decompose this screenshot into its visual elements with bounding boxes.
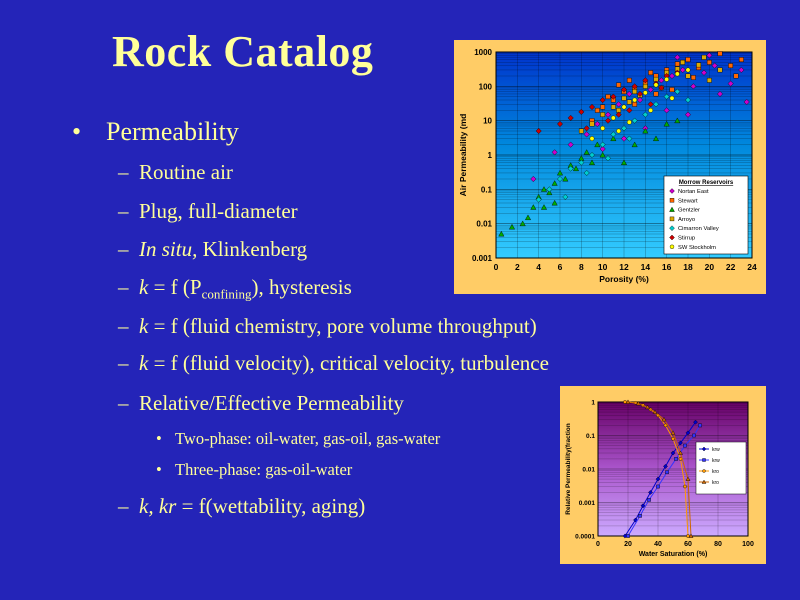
y-tick-label: 0.1 [585,433,595,440]
bullet-item-routine-air: Routine air [139,160,233,184]
slide-title: Rock Catalog [112,27,374,76]
data-point [686,57,690,61]
legend-label: kro [712,480,719,486]
x-tick-label: 20 [704,262,715,272]
dash-marker: – [118,275,129,299]
data-point [632,89,636,93]
confining-subscript: confining [201,286,252,302]
data-point [670,87,674,91]
legend-label: Nortan East [678,189,709,195]
x-tick-label: 20 [624,541,632,548]
data-point [600,105,604,109]
y-tick-label: 1 [487,151,492,160]
dash-marker: – [118,351,129,375]
data-point [683,485,686,488]
y-tick-label: 0.1 [480,185,492,195]
data-point [675,62,679,66]
x-axis-label: Porosity (%) [599,274,649,284]
data-point [686,68,690,72]
data-point [632,98,636,102]
x-tick-label: 22 [725,262,736,272]
data-point [600,112,604,116]
x-tick-label: 60 [684,541,692,548]
data-point [739,57,743,61]
bullet-item-k-kr [139,494,365,519]
data-point [648,70,652,74]
y-tick-label: 0.001 [471,254,492,263]
data-point [664,424,667,427]
bullet-item-plug: Plug, full-diameter [139,199,298,223]
x-tick-label: 2 [514,262,520,272]
legend-marker [703,470,706,473]
data-point [680,60,684,64]
bullet-marker: • [156,429,162,448]
dash-marker: – [118,237,129,261]
bullet-item-two-phase: Two-phase: oil-water, gas-oil, gas-water [175,429,441,448]
k-kr-rest: = f(wettability, aging) [176,494,366,518]
data-point [622,96,626,100]
relative-permeability-chart-panel [560,386,766,564]
data-point [643,91,647,95]
data-point [734,74,738,78]
porosity-permeability-chart-panel [454,40,766,294]
data-point [627,78,631,82]
k-symbol: k [139,275,149,299]
data-point [648,108,652,112]
data-point [654,83,658,87]
x-tick-label: 12 [619,262,629,272]
legend-label: krw [712,447,720,453]
y-axis-label: Relative Permeability(fraction [565,423,572,515]
y-tick-label: 1 [591,399,595,407]
data-point [718,51,722,55]
data-point [665,471,668,474]
y-tick-label: 10 [483,116,492,126]
y-tick-label: 0.001 [578,500,595,507]
x-tick-label: 10 [597,262,608,272]
bullet-marker: • [156,460,162,479]
x-tick-label: 100 [742,541,754,548]
data-point [707,60,711,64]
data-point [683,444,686,447]
k-symbol: k [139,314,149,338]
y-tick-label: 0.01 [582,466,595,474]
bullet-item-relative-permeability: Relative/Effective Permeability [139,391,404,415]
legend-label: krw [712,458,720,464]
legend-label: Arroyo [678,216,696,223]
dash-marker: – [118,494,129,518]
k-eq: = f (P [148,275,202,299]
y-tick-label: 100 [478,82,492,92]
x-tick-label: 0 [493,262,499,272]
data-point [616,129,620,133]
in-situ-italic: In situ, [139,237,198,261]
data-point [643,84,647,88]
legend-marker [670,198,674,202]
legend-label: Stirrup [678,235,696,242]
k-kr-symbol: k, kr [139,494,177,518]
x-tick-label: 80 [714,541,722,548]
data-point [670,96,674,100]
data-point [611,116,615,120]
legend-marker [670,245,674,249]
data-point [718,68,722,72]
data-point [626,534,629,537]
data-point [691,75,695,79]
y-tick-label: 0.01 [476,219,492,229]
k-rest: = f (fluid velocity), critical velocity, turbulence [148,351,549,375]
data-point [671,437,674,440]
x-tick-label: 8 [578,262,584,272]
legend-label: SW Stockholm [678,244,717,251]
legend-box [664,176,748,254]
data-point [696,63,700,67]
data-point [686,74,690,78]
k-tail: ), hysteresis [251,275,352,299]
data-point [622,105,626,109]
data-point [728,63,732,67]
bullet-item-three-phase: Three-phase: gas-oil-water [175,460,353,479]
data-point [702,55,706,59]
dash-marker: – [118,314,129,338]
dash-marker: – [118,160,129,184]
data-point [675,72,679,76]
x-tick-label: 6 [557,262,563,272]
x-tick-label: 14 [640,262,651,272]
data-point [590,122,594,126]
x-tick-label: 4 [536,262,542,272]
data-point [638,514,641,517]
legend-title: Morrow Reservoirs [678,180,734,186]
x-tick-label: 16 [661,262,672,272]
data-point [707,78,711,82]
legend-marker [703,459,706,462]
legend-label: Gentzler [678,207,700,214]
data-point [600,126,604,130]
dash-marker: – [118,391,129,415]
data-point [674,457,677,460]
data-point [590,136,594,140]
dash-marker: – [118,199,129,223]
bullet-item-in-situ [139,237,307,262]
y-axis-label: Air Permeability (md [458,113,468,197]
legend-label: Stewart [678,198,698,205]
x-tick-label: 0 [596,541,600,548]
bullet-item-k-confining [139,275,352,300]
legend-label: kro [712,469,719,475]
bullet-marker: • [72,117,82,146]
bullet-item-permeability: Permeability [106,117,239,146]
legend-label: Cimarron Valley [678,226,719,233]
data-point [616,83,620,87]
data-point [647,498,650,501]
k-rest: = f (fluid chemistry, pore volume throughput) [148,314,537,338]
data-point [656,485,659,488]
data-point [627,100,631,104]
bullet-item-k-fluid-velocity [139,351,549,376]
relative-permeability-chart [560,386,766,564]
x-tick-label: 40 [654,541,662,548]
data-point [654,92,658,96]
data-point [627,120,631,124]
x-tick-label: 24 [747,262,757,272]
data-point [595,108,599,112]
legend-marker [670,217,674,221]
data-point [698,424,701,427]
bullet-item-k-fluid-chemistry [139,314,537,339]
y-tick-label: 1000 [474,48,492,57]
porosity-permeability-chart [454,40,766,294]
k-symbol: k [139,351,149,375]
data-point [606,94,610,98]
x-axis-label: Water Saturation (%) [638,551,708,558]
x-tick-label: 18 [683,262,693,272]
data-point [664,77,668,81]
in-situ-rest: Klinkenberg [197,237,308,261]
data-point [692,434,695,437]
data-point [579,129,583,133]
data-point [611,105,615,109]
y-tick-label: 0.0001 [575,533,595,541]
data-point [632,102,636,106]
